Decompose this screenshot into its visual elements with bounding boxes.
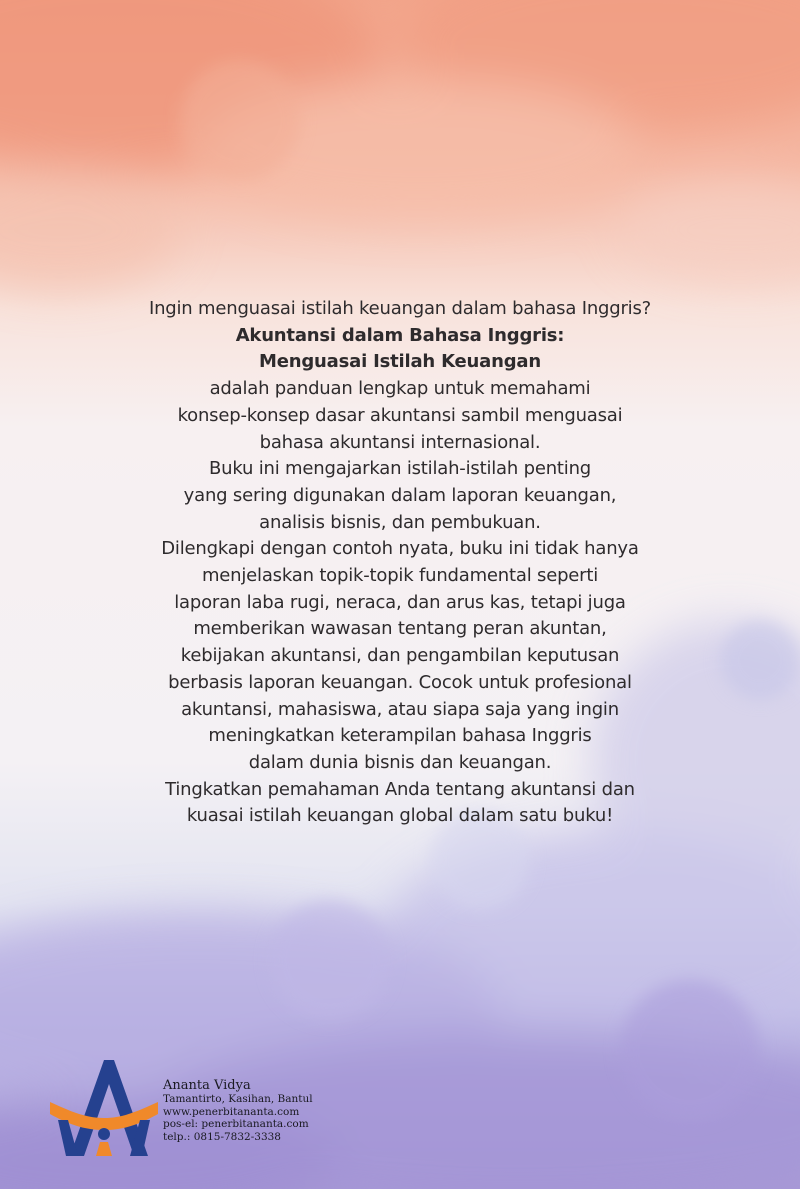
blurb-line: yang sering digunakan dalam laporan keuangan, <box>183 484 617 506</box>
blurb-line: kebijakan akuntansi, dan pengambilan keputusan <box>180 645 620 667</box>
publisher-email: pos-el: penerbitananta.com <box>163 1118 309 1131</box>
publisher-block <box>48 1058 348 1168</box>
publisher-address: Tamantirto, Kasihan, Bantul <box>163 1093 313 1105</box>
blurb-line: memberikan wawasan tentang peran akuntan, <box>193 618 607 640</box>
blurb-line: berbasis laporan keuangan. Cocok untuk profesional <box>168 671 632 693</box>
blurb-line: akuntansi, mahasiswa, atau siapa saja yang ingin <box>181 698 619 720</box>
publisher-phone: telp.: 0815-7832-3338 <box>163 1130 281 1143</box>
blurb-line: Ingin menguasai istilah keuangan dalam bahasa Inggris? <box>148 298 652 319</box>
blurb-line: Dilengkapi dengan contoh nyata, buku ini tidak hanya <box>161 538 639 560</box>
book-title-line-1: Akuntansi dalam Bahasa Inggris: <box>235 324 565 346</box>
blurb-line: konsep-konsep dasar akuntansi sambil menguasai <box>177 404 623 426</box>
book-title-line-2: Menguasai Istilah Keuangan <box>259 351 541 373</box>
blurb-line: bahasa akuntansi internasional. <box>259 431 541 453</box>
publisher-logo-icon <box>48 1058 160 1158</box>
publisher-website: www.penerbitananta.com <box>163 1105 300 1118</box>
back-cover-blurb <box>0 296 800 830</box>
blurb-line: analisis bisnis, dan pembukuan. <box>259 511 541 533</box>
blurb-line: Buku ini mengajarkan istilah-istilah penting <box>208 458 592 480</box>
blurb-line: Tingkatkan pemahaman Anda tentang akuntansi dan <box>165 778 635 800</box>
blurb-line: kuasai istilah keuangan global dalam satu buku! <box>186 805 614 827</box>
publisher-name: Ananta Vidya <box>163 1078 251 1093</box>
blurb-line: adalah panduan lengkap untuk memahami <box>209 378 591 400</box>
blurb-line: meningkatkan keterampilan bahasa Inggris <box>208 725 592 747</box>
publisher-info <box>163 1079 313 1143</box>
blurb-line: menjelaskan topik-topik fundamental seperti <box>201 565 599 587</box>
blurb-line: laporan laba rugi, neraca, dan arus kas, tetapi juga <box>174 591 626 613</box>
blurb-line: dalam dunia bisnis dan keuangan. <box>248 751 552 773</box>
